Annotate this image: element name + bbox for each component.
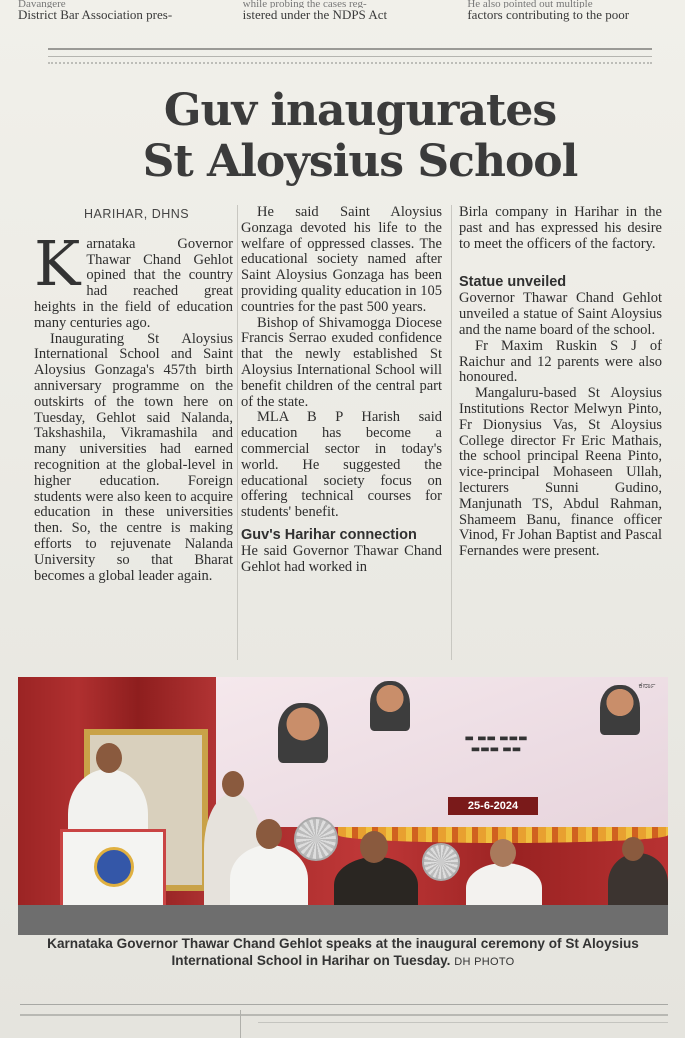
person-seated <box>230 845 308 913</box>
photo-stage-banner <box>216 677 668 835</box>
paragraph: Bishop of Shivamogga Diocese Francis Serrao exuded confidence that the newly established St Aloysius International School will benefit children of the central part of the state. <box>241 314 442 410</box>
person-head <box>256 819 282 849</box>
headline-line-1: Guv inaugurates <box>163 85 557 136</box>
person-head <box>96 743 122 773</box>
emblem-icon <box>94 847 134 887</box>
bottom-column-rule <box>240 1010 241 1038</box>
person-seated <box>608 853 668 913</box>
person-head <box>222 771 244 797</box>
banner-corner-text: ಕರ್ನಾ <box>638 681 656 691</box>
article-column-3 <box>459 205 662 560</box>
section-divider <box>48 48 652 57</box>
column-rule <box>451 205 452 660</box>
dateline: HARIHAR, DHNS <box>84 207 190 221</box>
banner-kannada-text: ▬ ▬▬ ▬▬▬ ▬▬▬ ▬▬ <box>464 733 528 755</box>
fan-icon <box>294 817 338 861</box>
banner-portrait <box>600 685 640 735</box>
paragraph: Birla company in Harihar in the past and has expressed his desire to meet the officers of the factory. <box>459 204 662 252</box>
banner-date: 25-6-2024 <box>448 797 538 815</box>
previous-article-strip <box>18 0 678 30</box>
column-rule <box>237 205 238 660</box>
paragraph: Inaugurating St Aloysius International School and Saint Aloysius Gonzaga's 457th birth anniversary programme on the outskirts of the town here on Tuesday, Gehlot said Nalanda, Takshashila, Vikramashila and many universities had earned recognition at the global-level in higher education. Foreign students were also keen to acquire education in these universities then. So, the centre is making efforts to rejuvenate Nalanda University so that Bharat becomes a global leader again. <box>34 330 233 584</box>
paragraph: Mangaluru-based St Aloysius Institutions Rector Melwyn Pinto, Fr Dionysius Vas, St Aloysius College director Fr Eric Mathais, the school principal Reena Pinto, vice-principal Mohaseen Ullah, lecturers Sunni Gudino, Manjunath TS, Abdul Rahman, Shameem Banu, finance officer Vinod, Fr Johan Baptist and Pascal Fernandes were present. <box>459 385 662 560</box>
paragraph: He said Governor Thawar Chand Gehlot had worked in <box>241 542 442 575</box>
paragraph: Karnataka Governor Thawar Chand Gehlot opined that the country had reached great heights in the field of education many centuries ago. <box>34 226 233 331</box>
drop-cap: K <box>34 226 81 300</box>
photo-caption: Karnataka Governor Thawar Chand Gehlot speaks at the inaugural ceremony of St Aloysius International School in Harihar on Tuesday. DH PHOTO <box>47 936 639 968</box>
headline-line-2: St Aloysius School <box>142 136 578 187</box>
top-strip-col-3: He also pointed out multiple factors contributing to the poor <box>467 0 630 22</box>
photo-credit: DH PHOTO <box>454 956 515 968</box>
top-strip-col-2: while probing the cases reg- istered under the NDPS Act <box>242 0 388 22</box>
paragraph: Fr Maxim Ruskin S J of Raichur and 12 parents were also honoured. <box>459 337 662 386</box>
photo-stage-floor <box>18 905 668 935</box>
person-head <box>622 837 644 861</box>
section-divider-dotted <box>48 62 652 64</box>
article-column-2 <box>241 205 442 576</box>
bottom-divider <box>258 1022 668 1023</box>
fan-icon <box>422 843 460 881</box>
banner-portrait <box>278 703 328 763</box>
subheading: Guv's Harihar connection <box>241 526 417 543</box>
bottom-divider <box>20 1014 668 1016</box>
person-head <box>490 839 516 867</box>
article-column-1 <box>34 205 233 584</box>
banner-portrait <box>370 681 410 731</box>
subheading: Statue unveiled <box>459 274 567 291</box>
top-strip-col-1: Davangere District Bar Association pres- <box>18 0 173 22</box>
headline <box>20 86 685 188</box>
paragraph: He said Saint Aloysius Gonzaga devoted his life to the welfare of oppressed classes. The educational society named after Saint Aloysius Gonzaga has been providing quality education in 105 countries for the past 500 years. <box>241 204 442 315</box>
paragraph: Governor Thawar Chand Gehlot unveiled a statue of Saint Aloysius and the name board of the school. <box>459 290 662 338</box>
paragraph: MLA B P Harish said education has become a commercial sector in today's world. He suggested the educational society focus on offering technical courses for students' benefit. <box>241 409 442 521</box>
bottom-divider <box>20 1004 668 1005</box>
news-photo <box>18 677 668 935</box>
person-head <box>360 831 388 863</box>
